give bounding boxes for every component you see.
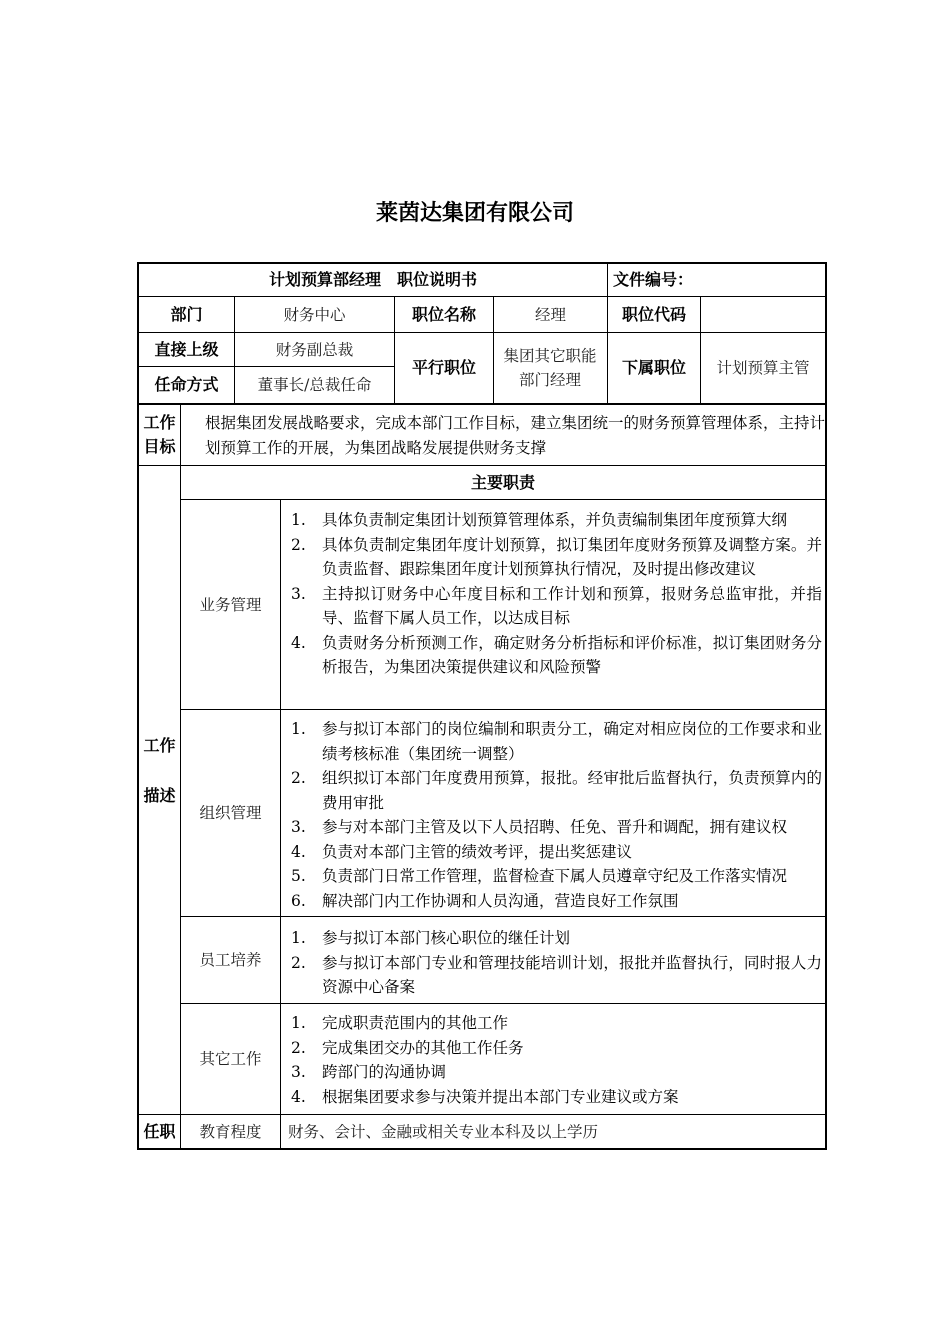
list-item: 4. 根据集团要求参与决策并提出本部门专业建议或方案 bbox=[291, 1087, 679, 1106]
position-label: 职位名称 bbox=[411, 304, 476, 324]
job-description-table bbox=[137, 262, 827, 1150]
list-item: 2. 组织拟订本部门年度费用预算，报批。经审批后监督执行，负责预算内的费用审批 bbox=[291, 769, 822, 812]
list-item: 3. 主持拟订财务中心年度目标和工作计划和预算，报财务总监审批，并指导、监督下属人员工作，以达成目标 bbox=[291, 584, 822, 627]
group-organization-management: 组织管理 bbox=[199, 804, 262, 822]
table-border-bottom bbox=[137, 1148, 827, 1150]
dept-label: 部门 bbox=[170, 304, 203, 324]
company-title: 莱茵达集团有限公司 bbox=[375, 201, 574, 226]
parallel-position-label: 平行职位 bbox=[411, 358, 476, 377]
staff-development-list bbox=[284, 926, 822, 1000]
main-duties-header: 主要职责 bbox=[470, 472, 535, 492]
list-item: 6. 解决部门内工作协调和人员沟通，营造良好工作氛围 bbox=[291, 891, 679, 910]
subordinate-value: 计划预算主管 bbox=[716, 359, 810, 377]
list-item: 5. 负责部门日常工作管理，监督检查下属人员遵章守纪及工作落实情况 bbox=[291, 867, 788, 885]
list-item: 1. 具体负责制定集团计划预算管理体系，并负责编制集团年度预算大纲 bbox=[291, 511, 788, 529]
business-management-list bbox=[284, 508, 822, 680]
position-value: 经理 bbox=[534, 305, 566, 324]
subordinate-label: 下属职位 bbox=[621, 358, 686, 377]
organization-management-list bbox=[284, 717, 822, 913]
document-number-label: 文件编号： bbox=[613, 270, 694, 289]
list-item: 2. 具体负责制定集团年度计划预算，拟订集团年度财务预算及调整方案。并负责监督、跟踪集团年度计划预算执行情况，及时提出修改建议 bbox=[291, 535, 822, 578]
rule bbox=[280, 499, 281, 1150]
superior-value: 财务副总裁 bbox=[275, 340, 354, 359]
list-item: 1. 参与拟订本部门核心职位的继任计划 bbox=[291, 929, 571, 947]
rule bbox=[137, 403, 827, 405]
parallel-position-value: 集团其它职能部门经理 bbox=[503, 347, 597, 389]
other-work-list bbox=[284, 1011, 822, 1109]
group-other-work: 其它工作 bbox=[199, 1050, 262, 1068]
list-item: 1. 参与拟订本部门的岗位编制和职责分工，确定对相应岗位的工作要求和业绩考核标准（集团统一调整） bbox=[291, 720, 822, 763]
table-border-right bbox=[825, 262, 827, 1150]
list-item: 3. 跨部门的沟通协调 bbox=[291, 1063, 447, 1081]
qualification-label: 任职 bbox=[143, 1121, 176, 1141]
superior-label: 直接上级 bbox=[154, 339, 219, 359]
description-label: 描述 bbox=[143, 786, 176, 805]
position-code-value bbox=[701, 297, 825, 332]
goal-label: 工作目标 bbox=[143, 413, 176, 456]
dept-value: 财务中心 bbox=[283, 305, 346, 324]
group-staff-development: 员工培养 bbox=[199, 951, 262, 969]
list-item: 1. 完成职责范围内的其他工作 bbox=[291, 1014, 509, 1032]
position-code-label: 职位代码 bbox=[621, 304, 686, 324]
list-item: 3. 参与对本部门主管及以下人员招聘、任免、晋升和调配，拥有建议权 bbox=[291, 818, 788, 836]
group-business-management: 业务管理 bbox=[199, 595, 262, 614]
goal-text: 根据集团发展战略要求，完成本部门工作目标，建立集团统一的财务预算管理体系，主持计划预算工作的开展，为集团战略发展提供财务支撑 bbox=[205, 414, 826, 457]
education-value: 财务、会计、金融或相关专业本科及以上学历 bbox=[288, 1122, 599, 1141]
work-label: 工作 bbox=[143, 736, 176, 755]
appointment-label: 任命方式 bbox=[154, 375, 219, 394]
education-label: 教育程度 bbox=[199, 1122, 262, 1141]
list-item: 2. 完成集团交办的其他工作任务 bbox=[291, 1038, 524, 1057]
list-item: 2. 参与拟订本部门专业和管理技能培训计划，报批并监督执行，同时报人力资源中心备案 bbox=[291, 953, 822, 996]
list-item: 4. 负责对本部门主管的绩效考评，提出奖惩建议 bbox=[291, 842, 633, 861]
appointment-value: 董事长/总裁任命 bbox=[257, 376, 372, 394]
document-title: 计划预算部经理 职位说明书 bbox=[268, 270, 477, 289]
list-item: 4. 负责财务分析预测工作，确定财务分析指标和评价标准，拟订集团财务分析报告，为集团决策提供建议和风险预警 bbox=[291, 633, 822, 676]
